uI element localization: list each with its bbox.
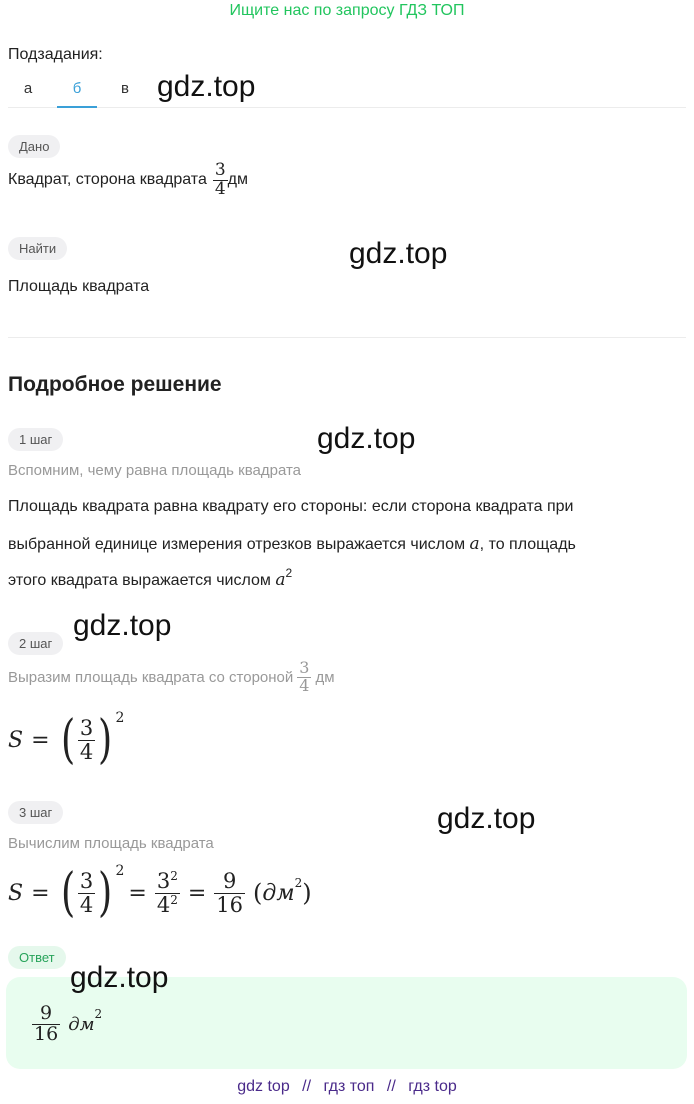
step3-formula bbox=[8, 862, 312, 924]
exponent: 2 bbox=[285, 566, 293, 580]
footer-link-gdz-top-mixed[interactable]: гдз top bbox=[408, 1078, 457, 1095]
answer-formula bbox=[32, 996, 102, 1052]
step2-hint bbox=[8, 660, 335, 695]
answer-badge: Ответ bbox=[8, 946, 66, 969]
step1-line3 bbox=[8, 566, 293, 590]
formula-fraction bbox=[78, 870, 95, 915]
fraction-numerator: 9 bbox=[222, 869, 237, 894]
footer-separator: // bbox=[386, 1078, 396, 1095]
exponent: 2 bbox=[170, 892, 178, 907]
left-paren: ( bbox=[60, 710, 75, 770]
footer-links bbox=[0, 1078, 694, 1096]
subtasks-label: Подзадания: bbox=[8, 46, 103, 63]
fraction-denominator: 4 bbox=[79, 892, 94, 917]
watermark: gdz.top bbox=[70, 961, 169, 994]
find-text: Площадь квадрата bbox=[8, 278, 150, 295]
exponent: 2 bbox=[94, 1007, 103, 1021]
fraction-denominator bbox=[155, 893, 180, 916]
fraction-denominator: 4 bbox=[79, 739, 94, 764]
equals: = bbox=[31, 727, 50, 753]
step1-line2-prefix: выбранной единице измерения отрезков выражается числом bbox=[8, 536, 466, 553]
var-a: a bbox=[469, 534, 480, 554]
step2-badge: 2 шаг bbox=[8, 632, 63, 655]
find-badge: Найти bbox=[8, 237, 67, 260]
subtask-tabs bbox=[8, 70, 686, 108]
step2-hint-prefix: Выразим площадь квадрата со стороной bbox=[8, 668, 294, 686]
step1-badge: 1 шаг bbox=[8, 428, 63, 451]
step1-line2 bbox=[8, 534, 576, 554]
watermark: gdz.top bbox=[157, 70, 256, 103]
formula-fraction bbox=[78, 717, 95, 762]
given-text-prefix: Квадрат, сторона квадрата bbox=[8, 171, 207, 189]
watermark: gdz.top bbox=[349, 237, 448, 270]
watermark: gdz.top bbox=[73, 609, 172, 642]
given-text bbox=[8, 162, 248, 199]
step3-badge: 3 шаг bbox=[8, 801, 63, 824]
answer-fraction bbox=[32, 1001, 60, 1045]
equals: = bbox=[187, 880, 207, 906]
var-s: S bbox=[8, 880, 24, 906]
fraction-denominator: 16 bbox=[34, 1022, 59, 1045]
base: 3 bbox=[156, 869, 171, 894]
fraction-numerator: 3 bbox=[79, 716, 94, 741]
fraction-numerator: 9 bbox=[40, 1001, 53, 1024]
footer-link-gdz-top-ru[interactable]: гдз топ bbox=[323, 1078, 375, 1095]
unit: дм bbox=[68, 1013, 95, 1035]
footer-link-gdz-top[interactable]: gdz top bbox=[237, 1078, 290, 1095]
fraction-denominator: 4 bbox=[299, 675, 310, 695]
powers-fraction bbox=[155, 870, 180, 915]
promo-banner: Ищите нас по запросу ГДЗ ТОП bbox=[229, 2, 465, 19]
step2-formula bbox=[8, 708, 124, 772]
fraction-numerator: 3 bbox=[214, 160, 226, 180]
unit: дм bbox=[262, 880, 295, 906]
step1-line1: Площадь квадрата равна квадрату его стороны: если сторона квадрата при bbox=[8, 498, 574, 515]
given-unit: дм bbox=[227, 171, 249, 189]
watermark: gdz.top bbox=[317, 422, 416, 455]
right-paren: ) bbox=[98, 710, 113, 770]
fraction-numerator: 3 bbox=[79, 869, 94, 894]
left-paren: ( bbox=[60, 863, 75, 923]
watermark: gdz.top bbox=[437, 802, 536, 835]
var-a: a bbox=[275, 570, 286, 590]
step2-unit: дм bbox=[315, 668, 335, 686]
equals: = bbox=[128, 880, 147, 906]
fraction-numerator bbox=[155, 870, 180, 892]
step1-hint: Вспомним, чему равна площадь квадрата bbox=[8, 462, 302, 479]
fraction-numerator: 3 bbox=[299, 658, 310, 677]
exponent: 2 bbox=[115, 710, 125, 726]
step1-line2-suffix: , то площадь bbox=[479, 536, 576, 553]
given-badge: Дано bbox=[8, 135, 60, 158]
fraction-denominator: 4 bbox=[214, 178, 226, 199]
var-s: S bbox=[8, 727, 24, 753]
tab-b[interactable]: б bbox=[72, 80, 82, 97]
footer-separator: // bbox=[302, 1078, 312, 1095]
right-paren: ) bbox=[98, 863, 113, 923]
unit-paren-close: ) bbox=[302, 879, 312, 907]
unit-paren-open: ( bbox=[253, 879, 263, 907]
active-tab-underline bbox=[57, 106, 97, 108]
tab-v[interactable]: в bbox=[121, 80, 129, 97]
base: 4 bbox=[156, 892, 171, 917]
step1-line3-prefix: этого квадрата выражается числом bbox=[8, 572, 271, 589]
step2-hint-fraction bbox=[297, 660, 311, 695]
tab-a[interactable]: а bbox=[23, 80, 33, 97]
exponent: 2 bbox=[294, 876, 303, 890]
given-fraction bbox=[213, 162, 228, 199]
solution-title: Подробное решение bbox=[8, 373, 222, 396]
section-divider bbox=[8, 337, 686, 338]
exponent: 2 bbox=[115, 863, 125, 879]
equals: = bbox=[31, 880, 50, 906]
fraction-denominator: 16 bbox=[216, 892, 244, 917]
exponent: 2 bbox=[170, 869, 178, 884]
result-fraction bbox=[214, 870, 245, 915]
step3-hint: Вычислим площадь квадрата bbox=[8, 835, 214, 852]
